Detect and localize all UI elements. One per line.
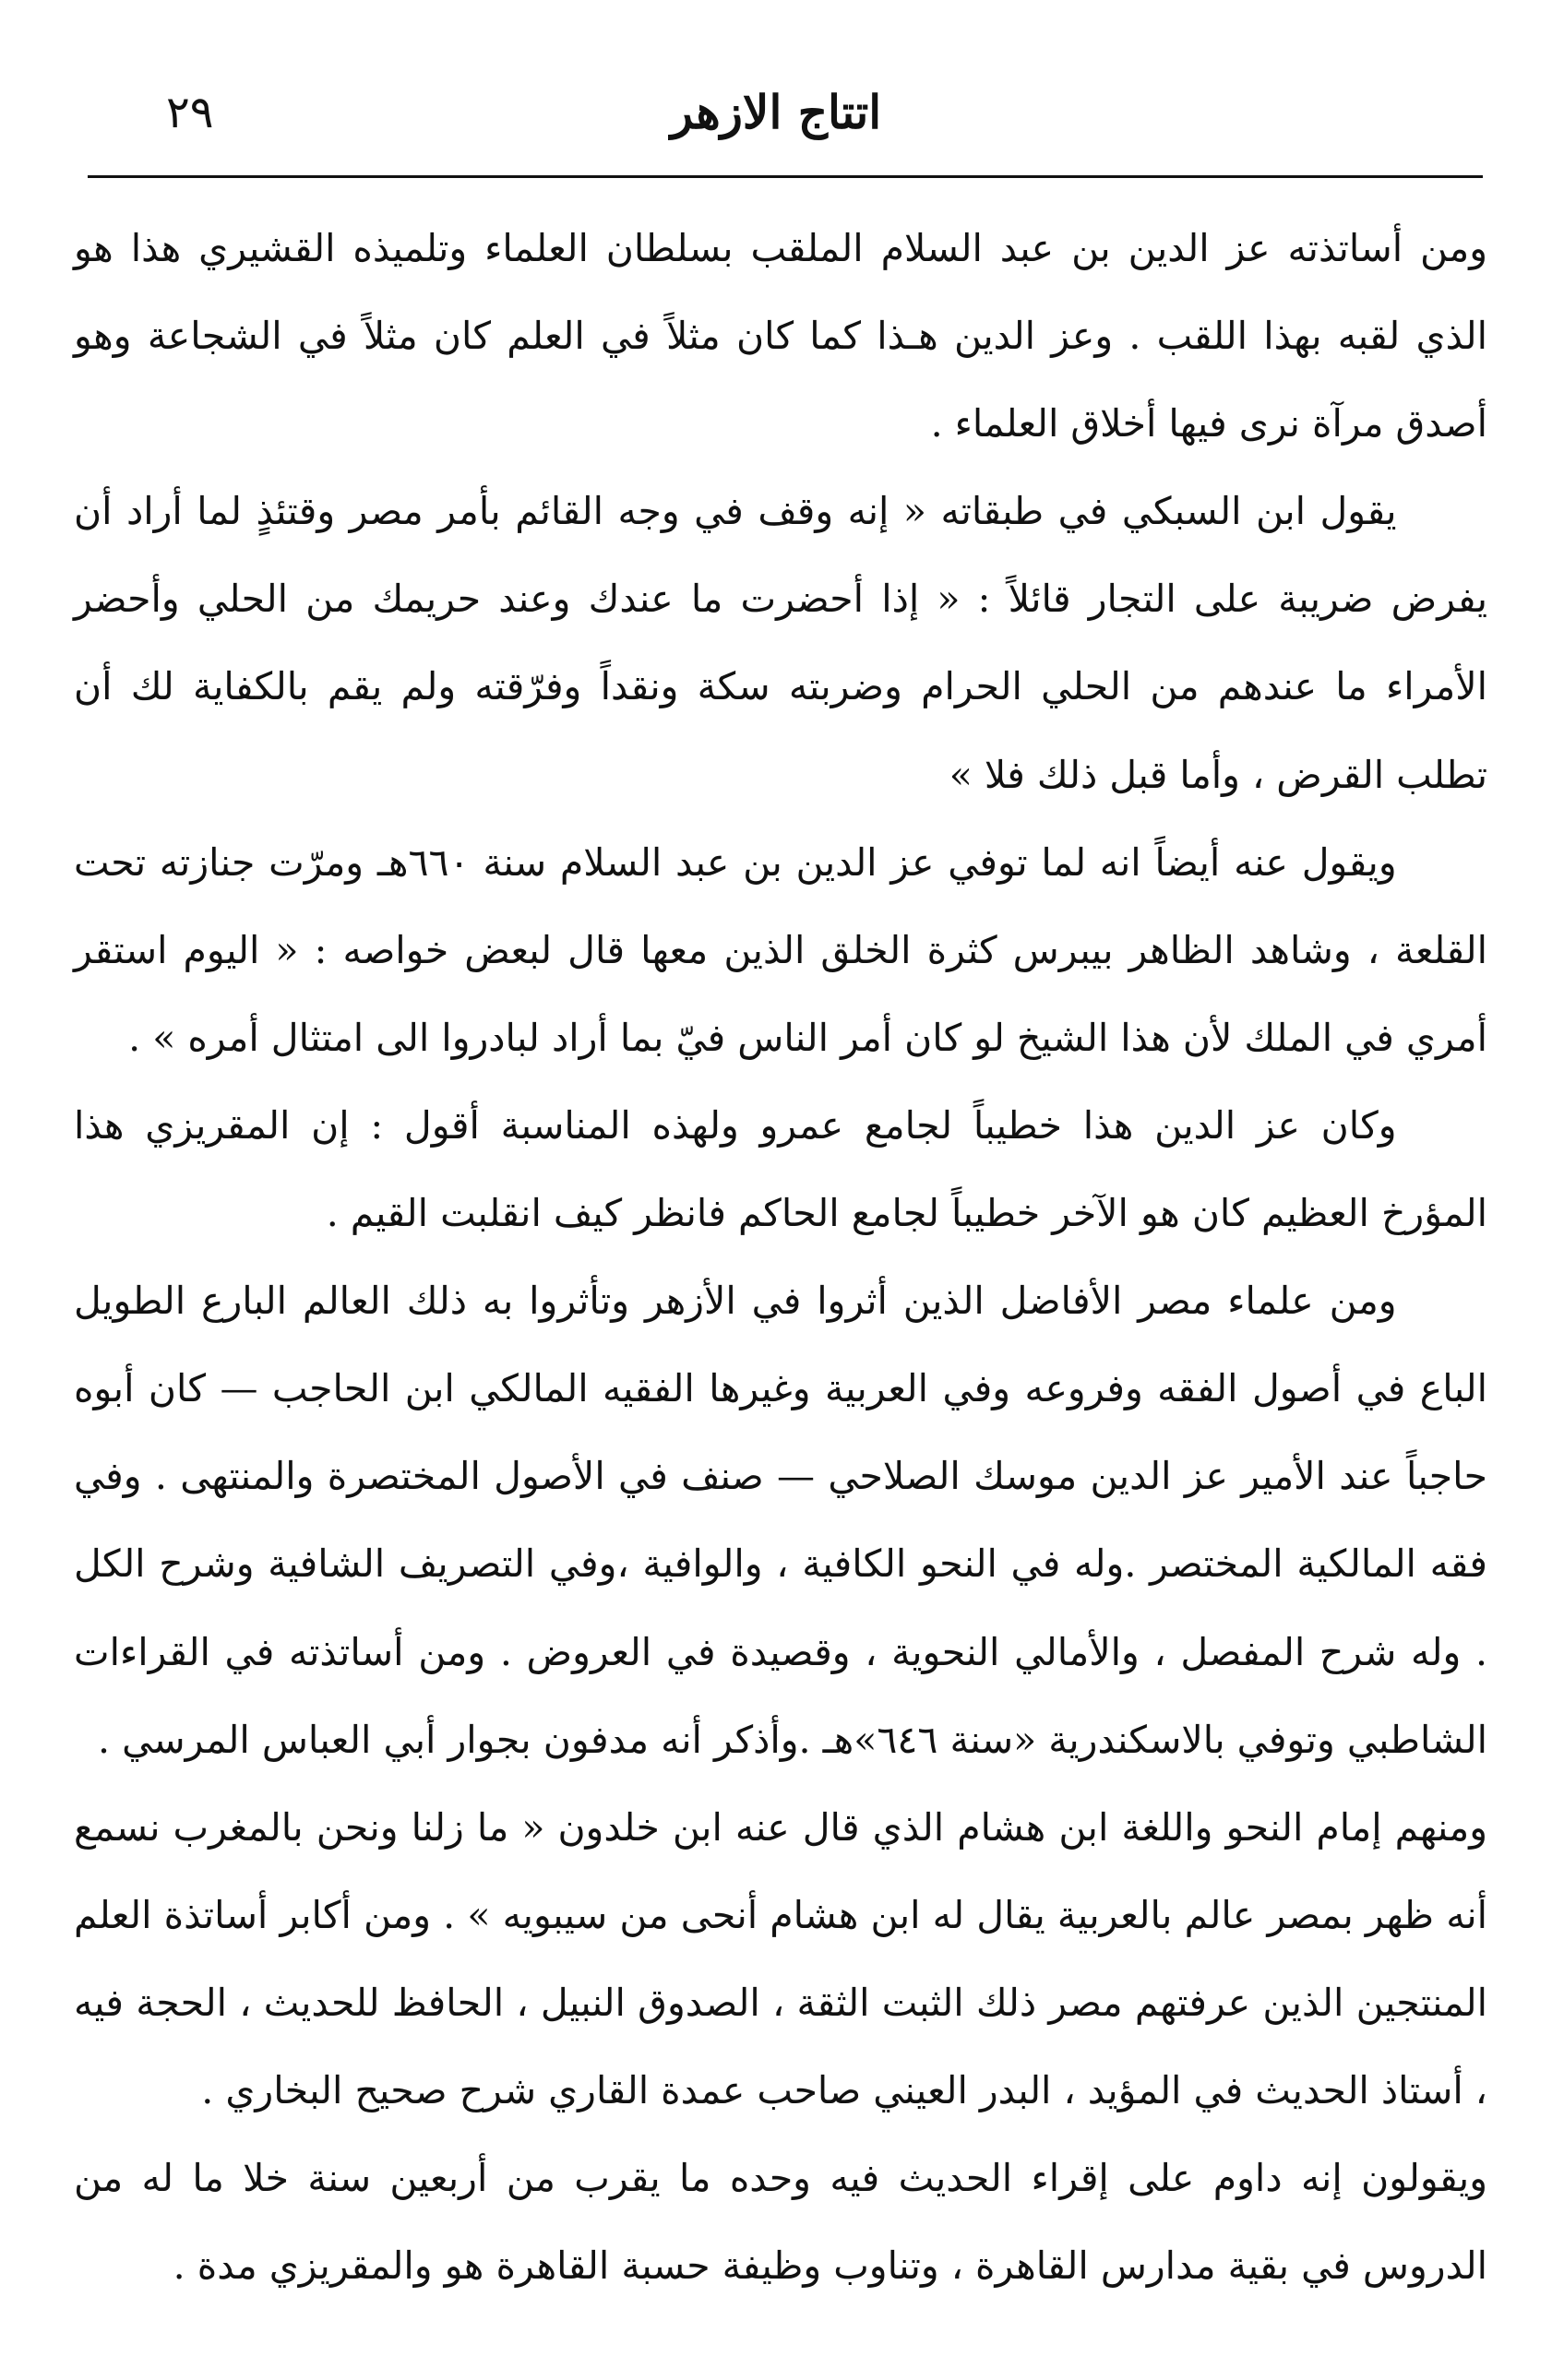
- paragraph-2: يقول ابن السبكي في طبقاته « إنه وقف في وجه القائم بأمر مصر وقتئذٍ لما أراد أن يفرض ضريبة على التجار قائلاً : « إذا أحضرت ما عندك وعند حريمك من الحلي وأحضر الأمراء ما عندهم من الحلي الحرام وضربته سكة ونقداً وفرّقته ولم يقم بالكفاية لك أن تطلب القرض ، وأما قبل ذلك فلا »: [74, 489, 1487, 797]
- running-title: اتتاج الازهر: [670, 85, 882, 139]
- paragraph-7: ويقولون إنه داوم على إقراء الحديث فيه وحده ما يقرب من أربعين سنة خلا ما له من الدروس في بقية مدارس القاهرة ، وتناوب وظيفة حسبة القاهرة هو والمقريزي مدة .: [74, 2156, 1487, 2289]
- paragraph-5: ومن علماء مصر الأفاضل الذين أثروا في الأزهر وتأثروا به ذلك العالم البارع الطويل الباع في أصول الفقه وفروعه وفي العربية وغيرها الفقيه المالكي ابن الحاجب — كان أبوه حاجباً عند الأمير عز الدين موسك الصلاحي — صنف في الأصول المختصرة والمنتهى . وفي فقه المالكية المختصر .وله في النحو الكافية ، والوافية ،وفي التصريف الشافية وشرح الكل . وله شرح المفصل ، والأمالي النحوية ، وقصيدة في العروض . ومن أساتذته في القراءات الشاطبي وتوفي بالاسكندرية «سنة ٦٤٦»هـ .وأذكر أنه مدفون بجوار أبي العباس المرسي .: [74, 1279, 1487, 1762]
- paragraph-4: وكان عز الدين هذا خطيباً لجامع عمرو ولهذه المناسبة أقول : إن المقريزي هذا المؤرخ العظيم كان هو الآخر خطيباً لجامع الحاكم فانظر كيف انقلبت القيم .: [74, 1102, 1487, 1236]
- paragraph-3: ويقول عنه أيضاً انه لما توفي عز الدين بن عبد السلام سنة ٦٦٠هـ ومرّت جنازته تحت القلعة ، وشاهد الظاهر بيبرس كثرة الخلق الذين معها قال لبعض خواصه : « اليوم استقر أمري في الملك لأن هذا الشيخ لو كان أمر الناس فيّ بما أراد لبادروا الى امتثال أمره » .: [74, 839, 1487, 1060]
- page-number: ٢٩: [166, 87, 214, 138]
- running-header: [83, 65, 1469, 157]
- body-text: [74, 205, 1487, 2310]
- paragraph-6: ومنهم إمام النحو واللغة ابن هشام الذي قال عنه ابن خلدون « ما زلنا ونحن بالمغرب نسمع أنه ظهر بمصر عالم بالعربية يقال له ابن هشام أنحى من سيبويه » . ومن أكابر أساتذة العلم المنتجين الذين عرفتهم مصر ذلك الثبت الثقة ، الصدوق النبيل ، الحافظ للحديث ، الحجة فيه ، أستاذ الحديث في المؤيد ، البدر العيني صاحب عمدة القاري شرح صحيح البخاري .: [74, 1804, 1487, 2112]
- header-rule: [88, 175, 1483, 178]
- paragraph-1: ومن أساتذته عز الدين بن عبد السلام الملقب بسلطان العلماء وتلميذه القشيري هذا هو الذي لقبه بهذا اللقب . وعز الدين هـذا كما كان مثلاً في العلم كان مثلاً في الشجاعة وهو أصدق مرآة نرى فيها أخلاق العلماء .: [74, 226, 1488, 446]
